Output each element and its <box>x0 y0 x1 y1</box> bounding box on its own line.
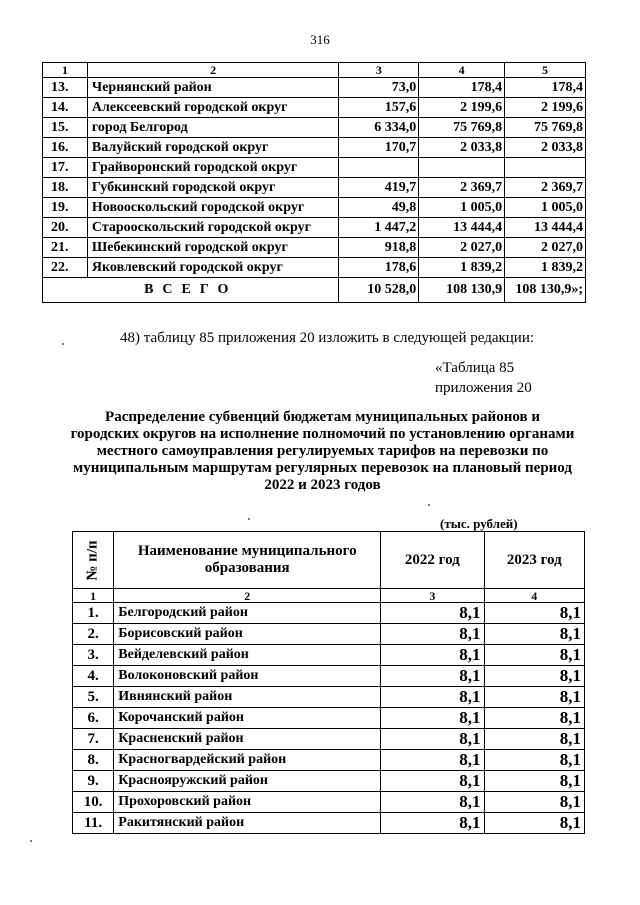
district-name: Алексеевский городской округ <box>87 98 339 118</box>
value-2023: 8,1 <box>484 687 584 708</box>
row-number: 18. <box>43 178 88 198</box>
value-col5: 2 369,7 <box>505 178 586 198</box>
value-2023: 8,1 <box>484 750 584 771</box>
value-col3: 170,7 <box>339 138 419 158</box>
subsidy-table <box>72 531 585 834</box>
table-row <box>73 729 585 750</box>
table-row <box>43 258 586 278</box>
row-number: 5. <box>73 687 114 708</box>
continued-table <box>42 62 586 303</box>
row-number: 1. <box>73 603 114 624</box>
column-number-row <box>43 63 586 78</box>
title-line: городских округов на исполнение полномочий по установлению органами <box>70 426 575 442</box>
value-2023: 8,1 <box>484 813 584 834</box>
column-number: 1 <box>43 63 88 78</box>
table-row <box>73 792 585 813</box>
table-row <box>73 687 585 708</box>
table-row <box>73 624 585 645</box>
table-row <box>43 158 586 178</box>
value-col5: 2 199,6 <box>505 98 586 118</box>
column-number: 2 <box>114 589 381 603</box>
table-row <box>73 771 585 792</box>
value-col5: 2 033,8 <box>505 138 586 158</box>
value-col4: 2 199,6 <box>419 98 505 118</box>
row-number: 8. <box>73 750 114 771</box>
column-number: 4 <box>484 589 584 603</box>
district-name: Белгородский район <box>114 603 381 624</box>
value-col5: 1 005,0 <box>505 198 586 218</box>
value-2022: 8,1 <box>381 750 484 771</box>
row-number: 3. <box>73 645 114 666</box>
column-number: 3 <box>339 63 419 78</box>
value-2023: 8,1 <box>484 666 584 687</box>
district-name: Краснояружский район <box>114 771 381 792</box>
table-row <box>43 218 586 238</box>
district-name: Ракитянский район <box>114 813 381 834</box>
scan-speck <box>62 343 64 345</box>
value-col4 <box>419 158 505 178</box>
district-name: Красногвардейский район <box>114 750 381 771</box>
column-number-row <box>73 589 585 603</box>
value-col4: 13 444,4 <box>419 218 505 238</box>
header-row <box>73 532 585 589</box>
row-number: 15. <box>43 118 88 138</box>
value-2023: 8,1 <box>484 603 584 624</box>
scan-speck <box>30 840 32 842</box>
value-col5: 13 444,4 <box>505 218 586 238</box>
table-caption-line: «Таблица 85 <box>435 360 515 376</box>
value-col3: 73,0 <box>339 78 419 98</box>
table-row <box>43 178 586 198</box>
district-name: Борисовский район <box>114 624 381 645</box>
value-col4: 1 839,2 <box>419 258 505 278</box>
row-number: 14. <box>43 98 88 118</box>
value-col4: 2 033,8 <box>419 138 505 158</box>
row-number: 19. <box>43 198 88 218</box>
row-number: 4. <box>73 666 114 687</box>
table-row <box>73 708 585 729</box>
table-row <box>73 813 585 834</box>
value-2022: 8,1 <box>381 771 484 792</box>
value-2022: 8,1 <box>381 645 484 666</box>
value-2022: 8,1 <box>381 813 484 834</box>
row-number: 11. <box>73 813 114 834</box>
scan-speck <box>248 518 250 520</box>
column-number: 1 <box>73 589 114 603</box>
district-name: Шебекинский городской округ <box>87 238 339 258</box>
row-number: 22. <box>43 258 88 278</box>
value-col3: 49,8 <box>339 198 419 218</box>
value-col5: 1 839,2 <box>505 258 586 278</box>
scan-speck <box>428 504 430 506</box>
name-header: Наименование муниципального образования <box>114 532 381 589</box>
column-number: 2 <box>87 63 339 78</box>
value-2023: 8,1 <box>484 792 584 813</box>
table-row <box>43 78 586 98</box>
instruction-text: 48) таблицу 85 приложения 20 изложить в следующей редакции: <box>120 330 535 346</box>
row-number: 20. <box>43 218 88 238</box>
value-2023: 8,1 <box>484 624 584 645</box>
district-name: Прохоровский район <box>114 792 381 813</box>
document-title <box>60 409 585 494</box>
district-name: Волоконовский район <box>114 666 381 687</box>
value-col3: 918,8 <box>339 238 419 258</box>
total-value: 10 528,0 <box>339 278 419 303</box>
row-number: 16. <box>43 138 88 158</box>
row-number: 10. <box>73 792 114 813</box>
value-2023: 8,1 <box>484 708 584 729</box>
title-line: муниципальным маршрутам регулярных перевозок на плановый период <box>73 460 572 476</box>
value-col3: 6 334,0 <box>339 118 419 138</box>
subsidy-table-body <box>73 532 585 834</box>
value-2022: 8,1 <box>381 603 484 624</box>
value-2022: 8,1 <box>381 729 484 750</box>
number-header-text: № п/п <box>84 539 101 581</box>
table-row <box>73 603 585 624</box>
column-number: 5 <box>505 63 586 78</box>
value-col4: 75 769,8 <box>419 118 505 138</box>
table-row <box>43 138 586 158</box>
value-2022: 8,1 <box>381 666 484 687</box>
row-number: 21. <box>43 238 88 258</box>
value-col3: 1 447,2 <box>339 218 419 238</box>
units-label: (тыс. рублей) <box>440 516 518 531</box>
table-row <box>43 98 586 118</box>
number-header <box>73 532 114 589</box>
district-name: город Белгород <box>87 118 339 138</box>
year-2023-header: 2023 год <box>484 532 584 589</box>
value-2023: 8,1 <box>484 771 584 792</box>
value-2023: 8,1 <box>484 645 584 666</box>
continued-table-body <box>43 63 586 303</box>
table-caption-line: приложения 20 <box>435 380 532 396</box>
district-name: Новооскольский городской округ <box>87 198 339 218</box>
value-col5 <box>505 158 586 178</box>
district-name: Губкинский городской округ <box>87 178 339 198</box>
value-2022: 8,1 <box>381 708 484 729</box>
title-line: Распределение субвенций бюджетам муниципальных районов и <box>105 409 540 425</box>
value-2022: 8,1 <box>381 792 484 813</box>
value-col5: 2 027,0 <box>505 238 586 258</box>
value-col5: 178,4 <box>505 78 586 98</box>
row-number: 17. <box>43 158 88 178</box>
table-row <box>43 118 586 138</box>
year-2022-header: 2022 год <box>381 532 484 589</box>
row-number: 9. <box>73 771 114 792</box>
table-row <box>43 238 586 258</box>
title-line: 2022 и 2023 годов <box>264 477 381 493</box>
total-label: ВСЕГО <box>43 278 339 303</box>
title-line: местного самоуправления регулируемых тарифов на перевозки по <box>96 443 549 459</box>
value-2022: 8,1 <box>381 624 484 645</box>
value-2023: 8,1 <box>484 729 584 750</box>
table-caption <box>435 358 532 398</box>
value-col4: 178,4 <box>419 78 505 98</box>
district-name: Грайворонский городской округ <box>87 158 339 178</box>
table-row <box>73 666 585 687</box>
total-row <box>43 278 586 303</box>
column-number: 3 <box>381 589 484 603</box>
district-name: Чернянский район <box>87 78 339 98</box>
row-number: 2. <box>73 624 114 645</box>
district-name: Красненский район <box>114 729 381 750</box>
total-value: 108 130,9 <box>419 278 505 303</box>
table-row <box>73 645 585 666</box>
table-row <box>43 198 586 218</box>
district-name: Вейделевский район <box>114 645 381 666</box>
district-name: Старооскольский городской округ <box>87 218 339 238</box>
total-value: 108 130,9»; <box>505 278 586 303</box>
district-name: Яковлевский городской округ <box>87 258 339 278</box>
district-name: Валуйский городской округ <box>87 138 339 158</box>
value-col3: 419,7 <box>339 178 419 198</box>
value-col3: 157,6 <box>339 98 419 118</box>
row-number: 6. <box>73 708 114 729</box>
value-2022: 8,1 <box>381 687 484 708</box>
value-col4: 2 027,0 <box>419 238 505 258</box>
value-col4: 1 005,0 <box>419 198 505 218</box>
district-name: Ивнянский район <box>114 687 381 708</box>
value-col3: 178,6 <box>339 258 419 278</box>
page-number: 316 <box>310 32 330 47</box>
row-number: 7. <box>73 729 114 750</box>
value-col3 <box>339 158 419 178</box>
value-col5: 75 769,8 <box>505 118 586 138</box>
district-name: Корочанский район <box>114 708 381 729</box>
column-number: 4 <box>419 63 505 78</box>
row-number: 13. <box>43 78 88 98</box>
table-row <box>73 750 585 771</box>
value-col4: 2 369,7 <box>419 178 505 198</box>
